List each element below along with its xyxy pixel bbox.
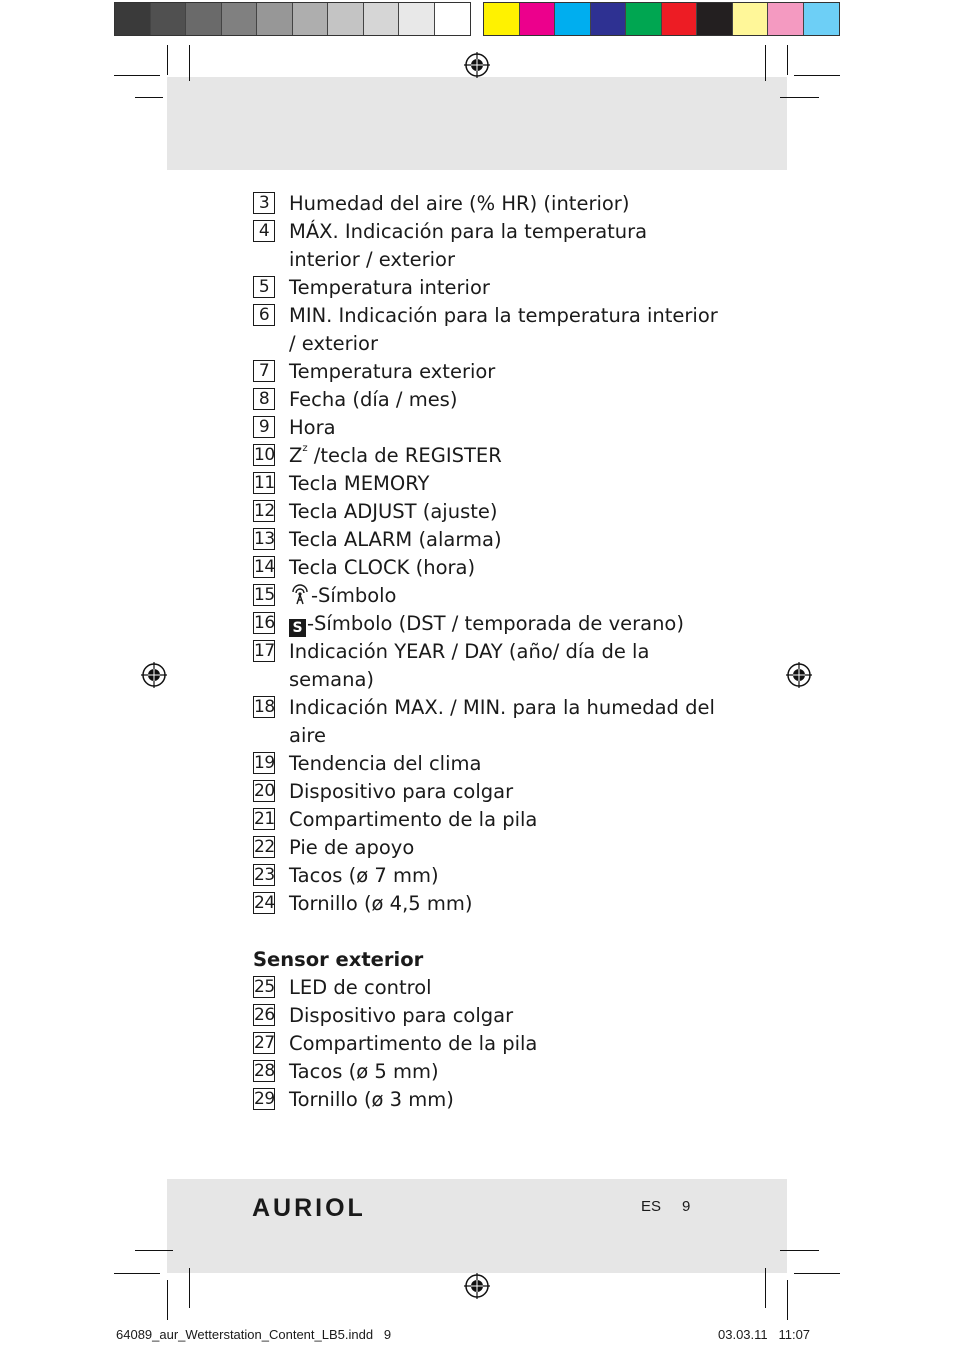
item-text: Pie de apoyo	[289, 836, 415, 859]
gray-swatch	[364, 3, 400, 35]
item-label	[289, 1058, 723, 1086]
item-label	[289, 750, 723, 778]
item-label	[289, 974, 723, 1002]
item-text: Fecha (día / mes)	[289, 388, 458, 411]
item-text: Humedad del aire (% HR) (interior)	[289, 192, 630, 215]
item-text: MÁX. Indicación para la temperatura interior / exterior	[289, 220, 648, 271]
grayscale-calibration-bar	[114, 2, 471, 36]
list-item	[253, 694, 723, 750]
item-number-box: 18	[254, 697, 275, 717]
item-number-box: 10	[254, 445, 275, 465]
list-item	[253, 414, 723, 442]
item-text: Tecla ALARM (alarma)	[289, 528, 502, 551]
color-calibration-bar	[483, 2, 840, 36]
item-label	[289, 638, 723, 694]
crop-mark	[794, 75, 840, 76]
item-number-box: 22	[254, 837, 275, 857]
item-label	[289, 442, 723, 470]
color-swatch	[520, 3, 556, 35]
item-label	[289, 1030, 723, 1058]
gray-swatch	[151, 3, 187, 35]
brand-logo: AURIOL	[252, 1194, 366, 1222]
item-number-box: 17	[254, 641, 275, 661]
item-number-box: 24	[254, 893, 275, 913]
header-band	[167, 77, 787, 170]
list-item	[253, 442, 723, 470]
list-item	[253, 638, 723, 694]
item-number-box: 4	[253, 220, 275, 242]
item-label	[289, 778, 723, 806]
crop-mark	[765, 45, 766, 81]
color-swatch	[591, 3, 627, 35]
color-swatch	[733, 3, 769, 35]
item-number-box: 13	[254, 529, 275, 549]
crop-mark	[167, 1280, 168, 1320]
list-item	[253, 190, 723, 218]
list-item	[253, 218, 723, 274]
item-label	[289, 218, 723, 274]
list-item	[253, 1058, 723, 1086]
list-item	[253, 386, 723, 414]
item-text: -Símbolo	[311, 584, 397, 607]
registration-mark-icon	[786, 662, 812, 688]
item-text: Tornillo (ø 3 mm)	[289, 1088, 454, 1111]
gray-swatch	[435, 3, 471, 35]
item-number-box: 19	[254, 753, 275, 773]
list-item	[253, 498, 723, 526]
item-number-box: 8	[253, 388, 275, 410]
color-swatch	[484, 3, 520, 35]
list-item	[253, 1002, 723, 1030]
item-label	[289, 694, 723, 750]
color-swatch	[555, 3, 591, 35]
list-item	[253, 750, 723, 778]
list-item	[253, 974, 723, 1002]
item-label	[289, 470, 723, 498]
page-number: 9	[682, 1198, 691, 1215]
crop-mark	[794, 1273, 840, 1274]
item-label	[289, 834, 723, 862]
crop-mark	[787, 45, 788, 75]
print-datetime: 03.03.11 11:07	[718, 1327, 811, 1342]
item-text: Tecla ADJUST (ajuste)	[289, 500, 498, 523]
item-label	[289, 582, 723, 610]
item-label	[289, 498, 723, 526]
list-item	[253, 358, 723, 386]
zz-superscript: z	[302, 443, 308, 454]
item-number-box: 14	[254, 557, 275, 577]
crop-mark	[114, 1273, 160, 1274]
item-label	[289, 862, 723, 890]
list-item	[253, 862, 723, 890]
gray-swatch	[257, 3, 293, 35]
item-number-box: 25	[254, 977, 275, 997]
crop-mark	[765, 1268, 766, 1308]
item-number-box: 23	[254, 865, 275, 885]
list-item	[253, 1086, 723, 1114]
color-swatch	[697, 3, 733, 35]
item-label	[289, 414, 723, 442]
crop-mark	[114, 75, 160, 76]
crop-mark	[780, 1250, 819, 1251]
item-label	[289, 554, 723, 582]
sensor-section-title: Sensor exterior	[253, 948, 424, 971]
item-text: Indicación YEAR / DAY (año/ día de la semana)	[289, 640, 650, 691]
item-text: -Símbolo (DST / temporada de verano)	[307, 612, 684, 635]
crop-mark	[135, 97, 163, 98]
item-text: Tendencia del clima	[289, 752, 482, 775]
item-number-box: 16	[254, 613, 275, 633]
item-label	[289, 274, 723, 302]
item-text: Hora	[289, 416, 336, 439]
item-text: Temperatura interior	[289, 276, 490, 299]
sensor-parts-list	[253, 974, 723, 1114]
item-text: Compartimento de la pila	[289, 1032, 538, 1055]
crop-mark	[167, 45, 168, 75]
item-label	[289, 386, 723, 414]
list-item	[253, 274, 723, 302]
list-item	[253, 526, 723, 554]
item-number-box: 15	[254, 585, 275, 605]
item-number-box: 6	[253, 304, 275, 326]
item-label	[289, 806, 723, 834]
radio-tower-icon	[289, 583, 311, 605]
list-item	[253, 610, 723, 638]
crop-mark	[787, 1280, 788, 1320]
item-label	[289, 610, 723, 638]
gray-swatch	[115, 3, 151, 35]
list-item	[253, 302, 723, 358]
list-item	[253, 890, 723, 918]
item-text: Tacos (ø 5 mm)	[289, 1060, 439, 1083]
file-slug: 64089_aur_Wetterstation_Content_LB5.indd 9	[116, 1327, 392, 1342]
color-swatch	[768, 3, 804, 35]
item-text: MIN. Indicación para la temperatura interior / exterior	[289, 304, 718, 355]
parts-list	[253, 190, 723, 1114]
item-number-box: 29	[254, 1089, 275, 1109]
item-number-box: 5	[253, 276, 275, 298]
crop-mark	[780, 97, 819, 98]
list-item	[253, 1030, 723, 1058]
item-label	[289, 526, 723, 554]
color-swatch	[804, 3, 840, 35]
item-label	[289, 1086, 723, 1114]
list-item	[253, 778, 723, 806]
registration-mark-icon	[464, 1273, 490, 1299]
item-text: Tecla CLOCK (hora)	[289, 556, 476, 579]
color-swatch	[626, 3, 662, 35]
color-swatch	[662, 3, 698, 35]
item-number-box: 21	[254, 809, 275, 829]
registration-mark-icon	[464, 52, 490, 78]
crop-mark	[135, 1250, 173, 1251]
item-label	[289, 890, 723, 918]
item-text: Dispositivo para colgar	[289, 780, 514, 803]
gray-swatch	[293, 3, 329, 35]
crop-mark	[189, 45, 190, 81]
item-text: LED de control	[289, 976, 432, 999]
zz-prefix: Z	[289, 444, 303, 467]
item-number-box: 7	[253, 360, 275, 382]
item-number-box: 3	[253, 192, 275, 214]
list-item	[253, 806, 723, 834]
gray-swatch	[399, 3, 435, 35]
gray-swatch	[328, 3, 364, 35]
crop-mark	[189, 1268, 190, 1308]
item-text: Dispositivo para colgar	[289, 1004, 514, 1027]
item-text: Indicación MAX. / MIN. para la humedad del aire	[289, 696, 715, 747]
display-parts-list	[253, 190, 723, 918]
language-code: ES	[641, 1198, 662, 1215]
s-box-icon: S	[289, 619, 306, 637]
item-label	[289, 302, 723, 358]
list-item	[253, 834, 723, 862]
item-number-box: 28	[254, 1061, 275, 1081]
gray-swatch	[222, 3, 258, 35]
item-number-box: 26	[254, 1005, 275, 1025]
item-label	[289, 358, 723, 386]
list-item	[253, 582, 723, 610]
item-label	[289, 1002, 723, 1030]
item-text: Tacos (ø 7 mm)	[289, 864, 439, 887]
item-text: Tecla MEMORY	[289, 472, 430, 495]
item-number-box: 9	[253, 416, 275, 438]
registration-mark-icon	[141, 662, 167, 688]
item-text: Temperatura exterior	[289, 360, 496, 383]
item-text: /tecla de REGISTER	[307, 444, 502, 467]
list-item	[253, 554, 723, 582]
item-number-box: 27	[254, 1033, 275, 1053]
item-text: Compartimento de la pila	[289, 808, 538, 831]
item-number-box: 11	[254, 473, 275, 493]
item-text: Tornillo (ø 4,5 mm)	[289, 892, 473, 915]
gray-swatch	[186, 3, 222, 35]
item-number-box: 12	[254, 501, 275, 521]
item-number-box: 20	[254, 781, 275, 801]
item-label	[289, 190, 723, 218]
list-item	[253, 470, 723, 498]
